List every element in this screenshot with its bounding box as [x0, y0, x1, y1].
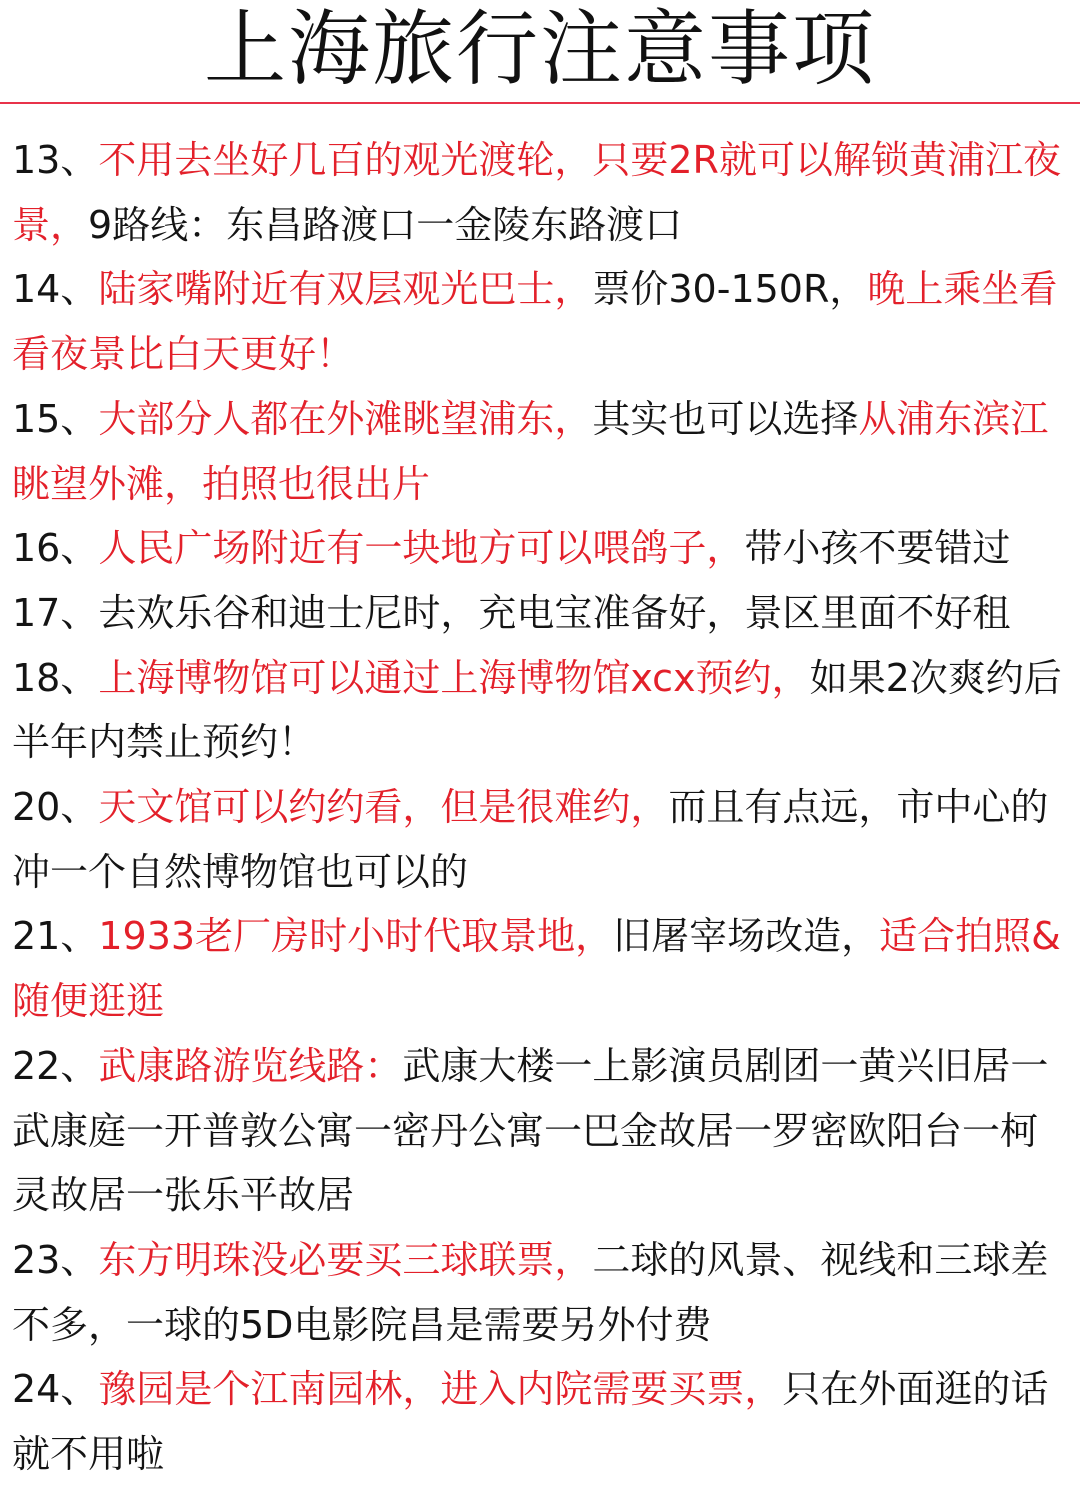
- tip-text: 15、: [12, 396, 99, 441]
- tip-highlight-text: 东方明珠没必要买三球联票，: [98, 1237, 593, 1282]
- tip-text: 二球的风景、视线和三球差不多，一球的5D电影院昌是需要另外付费: [12, 1237, 1049, 1347]
- tip-highlight-text: 上海博物馆可以通过上海博物馆xcx预约，: [98, 655, 810, 700]
- tip-text: 武康大楼一上影演员剧团一黄兴旧居一武康庭一开普敦公寓一密丹公寓一巴金故居一罗密欧阳台一柯灵故居一张乐平故居: [12, 1043, 1049, 1218]
- tip-text: 带小孩不要错过: [744, 526, 1011, 571]
- tip-highlight-text: 人民广场附近有一块地方可以喂鸽子，: [98, 526, 745, 571]
- tip-item: [12, 581, 1072, 646]
- tip-item: [12, 516, 1072, 581]
- tip-text: 24、: [12, 1367, 99, 1412]
- tip-text: 只在外面逛的话就不用啦: [12, 1367, 1049, 1477]
- tip-item: [12, 128, 1072, 257]
- tip-text: 其实也可以选择: [592, 396, 859, 441]
- tip-highlight-text: 适合拍照&随便逛逛: [12, 914, 1061, 1024]
- tip-text: 如果2次爽约后半年内禁止预约！: [12, 655, 1062, 765]
- tip-text: 13、: [12, 138, 99, 182]
- header: [0, 0, 1080, 104]
- tip-item: [12, 257, 1072, 386]
- tip-item: [12, 904, 1072, 1033]
- tip-item: [12, 775, 1072, 904]
- tip-highlight-text: 武康路游览线路：: [98, 1043, 403, 1088]
- tip-item: [12, 1034, 1072, 1228]
- tip-text: 22、: [12, 1043, 99, 1088]
- tip-highlight-text: 豫园是个江南园林，进入内院需要买票，: [98, 1367, 783, 1412]
- tip-text: 9路线：东昌路渡口一金陵东路渡口: [88, 202, 683, 247]
- tip-highlight-text: 不用去坐好几百的观光渡轮，只要2R就可以解锁黄浦江夜景，: [12, 138, 1061, 247]
- page-title: 上海旅行注意事项: [203, 2, 876, 97]
- title-divider: [0, 102, 1080, 104]
- tips-list: [12, 128, 1072, 1487]
- tip-highlight-text: 1933老厂房时小时代取景地，: [98, 914, 614, 959]
- tip-item: [12, 646, 1072, 775]
- tip-item: [12, 387, 1072, 516]
- tip-item: [12, 1357, 1072, 1486]
- tip-text: 20、: [12, 785, 99, 830]
- tip-item: [12, 1228, 1072, 1357]
- tip-text: 18、: [12, 655, 99, 700]
- tip-highlight-text: 陆家嘴附近有双层观光巴士，: [98, 267, 593, 312]
- tip-text: 17、去欢乐谷和迪士尼时，充电宝准备好，景区里面不好租: [12, 590, 1011, 635]
- tip-text: 14、: [12, 267, 99, 312]
- tip-highlight-text: 大部分人都在外滩眺望浦东，: [98, 396, 593, 441]
- tip-text: 23、: [12, 1237, 99, 1282]
- tip-highlight-text: 天文馆可以约约看，但是很难约，: [98, 785, 669, 830]
- tip-text: 旧屠宰场改造，: [613, 914, 880, 959]
- tip-text: 票价30-150R，: [592, 267, 868, 312]
- tip-text: 21、: [12, 914, 99, 959]
- tip-text: 16、: [12, 526, 99, 571]
- tip-highlight-text: 从浦东滨江眺望外滩，拍照也很出片: [12, 396, 1049, 506]
- tip-text: 而且有点远，市中心的冲一个自然博物馆也可以的: [12, 785, 1049, 894]
- tip-highlight-text: 晚上乘坐看看夜景比白天更好！: [12, 267, 1058, 377]
